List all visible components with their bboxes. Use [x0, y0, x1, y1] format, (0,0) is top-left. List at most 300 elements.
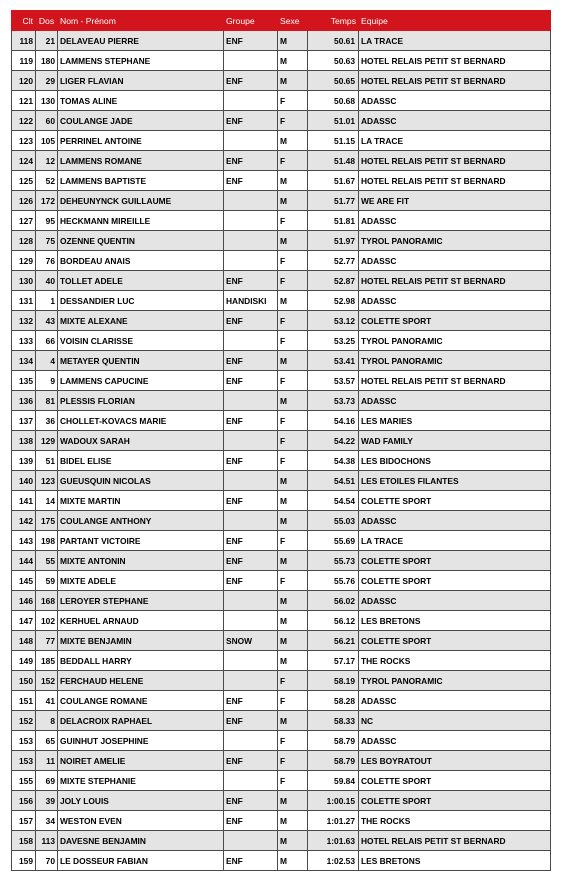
header-clt: Clt: [12, 11, 36, 31]
cell-equipe: COLETTE SPORT: [359, 311, 551, 331]
cell-dos: 65: [36, 731, 58, 751]
cell-dos: 12: [36, 151, 58, 171]
cell-nom: METAYER QUENTIN: [58, 351, 224, 371]
cell-dos: 172: [36, 191, 58, 211]
cell-temps: 53.25: [308, 331, 359, 351]
cell-clt: 128: [12, 231, 36, 251]
cell-temps: 53.12: [308, 311, 359, 331]
cell-sexe: M: [278, 851, 308, 871]
cell-nom: NOIRET AMELIE: [58, 751, 224, 771]
cell-sexe: F: [278, 451, 308, 471]
cell-dos: 14: [36, 491, 58, 511]
cell-temps: 54.38: [308, 451, 359, 471]
table-row: [12, 351, 551, 371]
cell-nom: BIDEL ELISE: [58, 451, 224, 471]
cell-equipe: THE ROCKS: [359, 811, 551, 831]
cell-equipe: HOTEL RELAIS PETIT ST BERNARD: [359, 171, 551, 191]
cell-dos: 21: [36, 31, 58, 51]
cell-nom: BORDEAU ANAIS: [58, 251, 224, 271]
results-table: [11, 10, 551, 871]
cell-equipe: ADASSC: [359, 511, 551, 531]
cell-clt: 153: [12, 731, 36, 751]
cell-clt: 155: [12, 771, 36, 791]
cell-groupe: SNOW: [224, 631, 278, 651]
cell-groupe: [224, 511, 278, 531]
cell-clt: 142: [12, 511, 36, 531]
table-row: [12, 811, 551, 831]
table-row: [12, 371, 551, 391]
table-row: [12, 631, 551, 651]
cell-nom: WESTON EVEN: [58, 811, 224, 831]
cell-equipe: ADASSC: [359, 251, 551, 271]
cell-clt: 121: [12, 91, 36, 111]
cell-clt: 157: [12, 811, 36, 831]
cell-sexe: F: [278, 671, 308, 691]
cell-sexe: F: [278, 751, 308, 771]
cell-groupe: [224, 91, 278, 111]
cell-sexe: M: [278, 631, 308, 651]
table-row: [12, 391, 551, 411]
cell-equipe: WE ARE FIT: [359, 191, 551, 211]
cell-temps: 58.79: [308, 751, 359, 771]
cell-equipe: HOTEL RELAIS PETIT ST BERNARD: [359, 51, 551, 71]
cell-groupe: [224, 211, 278, 231]
cell-groupe: [224, 671, 278, 691]
header-row: [12, 11, 551, 31]
cell-groupe: [224, 651, 278, 671]
cell-equipe: ADASSC: [359, 211, 551, 231]
cell-groupe: [224, 471, 278, 491]
cell-temps: 1:02.53: [308, 851, 359, 871]
cell-sexe: M: [278, 551, 308, 571]
cell-clt: 146: [12, 591, 36, 611]
cell-nom: PARTANT VICTOIRE: [58, 531, 224, 551]
table-row: [12, 111, 551, 131]
cell-sexe: F: [278, 251, 308, 271]
header-dos: Dos: [36, 11, 58, 31]
table-row: [12, 731, 551, 751]
header-temps: Temps: [308, 11, 359, 31]
table-row: [12, 791, 551, 811]
cell-nom: MIXTE STEPHANIE: [58, 771, 224, 791]
cell-sexe: F: [278, 331, 308, 351]
cell-clt: 148: [12, 631, 36, 651]
cell-sexe: M: [278, 831, 308, 851]
cell-clt: 144: [12, 551, 36, 571]
cell-nom: MIXTE MARTIN: [58, 491, 224, 511]
cell-sexe: F: [278, 91, 308, 111]
cell-dos: 34: [36, 811, 58, 831]
table-row: [12, 51, 551, 71]
cell-nom: DAVESNE BENJAMIN: [58, 831, 224, 851]
cell-equipe: LA TRACE: [359, 31, 551, 51]
cell-equipe: HOTEL RELAIS PETIT ST BERNARD: [359, 271, 551, 291]
cell-nom: OZENNE QUENTIN: [58, 231, 224, 251]
table-row: [12, 451, 551, 471]
cell-sexe: M: [278, 391, 308, 411]
cell-groupe: [224, 431, 278, 451]
cell-nom: COULANGE ANTHONY: [58, 511, 224, 531]
cell-nom: LAMMENS BAPTISTE: [58, 171, 224, 191]
table-row: [12, 751, 551, 771]
table-row: [12, 131, 551, 151]
cell-groupe: [224, 231, 278, 251]
cell-sexe: M: [278, 491, 308, 511]
cell-sexe: F: [278, 771, 308, 791]
cell-clt: 123: [12, 131, 36, 151]
cell-nom: FERCHAUD HELENE: [58, 671, 224, 691]
cell-groupe: HANDISKI: [224, 291, 278, 311]
cell-sexe: F: [278, 431, 308, 451]
cell-groupe: ENF: [224, 691, 278, 711]
cell-clt: 129: [12, 251, 36, 271]
table-row: [12, 591, 551, 611]
cell-equipe: ADASSC: [359, 691, 551, 711]
cell-sexe: M: [278, 31, 308, 51]
cell-dos: 55: [36, 551, 58, 571]
cell-dos: 102: [36, 611, 58, 631]
cell-nom: MIXTE ANTONIN: [58, 551, 224, 571]
cell-sexe: M: [278, 71, 308, 91]
cell-temps: 51.77: [308, 191, 359, 211]
results-body: [12, 31, 551, 871]
cell-temps: 56.12: [308, 611, 359, 631]
cell-dos: 29: [36, 71, 58, 91]
table-row: [12, 531, 551, 551]
cell-equipe: WAD FAMILY: [359, 431, 551, 451]
cell-dos: 9: [36, 371, 58, 391]
cell-nom: LAMMENS STEPHANE: [58, 51, 224, 71]
table-row: [12, 771, 551, 791]
cell-groupe: ENF: [224, 851, 278, 871]
cell-clt: 147: [12, 611, 36, 631]
cell-groupe: ENF: [224, 791, 278, 811]
cell-dos: 66: [36, 331, 58, 351]
cell-clt: 119: [12, 51, 36, 71]
cell-temps: 56.02: [308, 591, 359, 611]
cell-dos: 123: [36, 471, 58, 491]
cell-clt: 141: [12, 491, 36, 511]
cell-sexe: F: [278, 311, 308, 331]
cell-clt: 150: [12, 671, 36, 691]
cell-nom: TOMAS ALINE: [58, 91, 224, 111]
cell-sexe: M: [278, 811, 308, 831]
cell-groupe: ENF: [224, 311, 278, 331]
cell-temps: 52.98: [308, 291, 359, 311]
cell-sexe: F: [278, 111, 308, 131]
cell-clt: 152: [12, 711, 36, 731]
cell-temps: 53.41: [308, 351, 359, 371]
cell-nom: WADOUX SARAH: [58, 431, 224, 451]
table-row: [12, 151, 551, 171]
table-row: [12, 651, 551, 671]
cell-nom: COULANGE JADE: [58, 111, 224, 131]
cell-sexe: M: [278, 711, 308, 731]
cell-groupe: ENF: [224, 171, 278, 191]
cell-temps: 55.69: [308, 531, 359, 551]
cell-equipe: LES ETOILES FILANTES: [359, 471, 551, 491]
cell-clt: 125: [12, 171, 36, 191]
cell-sexe: F: [278, 371, 308, 391]
cell-temps: 51.81: [308, 211, 359, 231]
cell-clt: 120: [12, 71, 36, 91]
cell-clt: 149: [12, 651, 36, 671]
cell-nom: KERHUEL ARNAUD: [58, 611, 224, 631]
table-row: [12, 71, 551, 91]
cell-equipe: ADASSC: [359, 731, 551, 751]
cell-clt: 159: [12, 851, 36, 871]
table-row: [12, 31, 551, 51]
cell-sexe: M: [278, 171, 308, 191]
cell-groupe: ENF: [224, 491, 278, 511]
cell-dos: 69: [36, 771, 58, 791]
cell-equipe: HOTEL RELAIS PETIT ST BERNARD: [359, 71, 551, 91]
cell-nom: CHOLLET-KOVACS MARIE: [58, 411, 224, 431]
cell-sexe: F: [278, 691, 308, 711]
cell-sexe: F: [278, 411, 308, 431]
table-row: [12, 211, 551, 231]
cell-groupe: ENF: [224, 531, 278, 551]
cell-groupe: ENF: [224, 451, 278, 471]
cell-groupe: ENF: [224, 551, 278, 571]
cell-nom: GUINHUT JOSEPHINE: [58, 731, 224, 751]
cell-equipe: HOTEL RELAIS PETIT ST BERNARD: [359, 831, 551, 851]
cell-temps: 54.54: [308, 491, 359, 511]
cell-clt: 124: [12, 151, 36, 171]
cell-equipe: LA TRACE: [359, 531, 551, 551]
cell-temps: 58.33: [308, 711, 359, 731]
cell-equipe: HOTEL RELAIS PETIT ST BERNARD: [359, 151, 551, 171]
cell-nom: LE DOSSEUR FABIAN: [58, 851, 224, 871]
cell-clt: 122: [12, 111, 36, 131]
table-row: [12, 551, 551, 571]
cell-groupe: ENF: [224, 571, 278, 591]
cell-temps: 57.17: [308, 651, 359, 671]
table-row: [12, 711, 551, 731]
cell-groupe: ENF: [224, 351, 278, 371]
cell-sexe: F: [278, 571, 308, 591]
cell-equipe: COLETTE SPORT: [359, 491, 551, 511]
table-row: [12, 611, 551, 631]
table-row: [12, 411, 551, 431]
table-row: [12, 691, 551, 711]
cell-groupe: ENF: [224, 151, 278, 171]
cell-dos: 1: [36, 291, 58, 311]
cell-clt: 158: [12, 831, 36, 851]
cell-dos: 76: [36, 251, 58, 271]
cell-nom: MIXTE ALEXANE: [58, 311, 224, 331]
cell-dos: 77: [36, 631, 58, 651]
cell-groupe: ENF: [224, 71, 278, 91]
table-row: [12, 431, 551, 451]
cell-dos: 130: [36, 91, 58, 111]
cell-clt: 132: [12, 311, 36, 331]
cell-nom: JOLY LOUIS: [58, 791, 224, 811]
cell-groupe: [224, 251, 278, 271]
cell-temps: 58.19: [308, 671, 359, 691]
cell-clt: 139: [12, 451, 36, 471]
cell-dos: 8: [36, 711, 58, 731]
cell-temps: 59.84: [308, 771, 359, 791]
cell-nom: LAMMENS CAPUCINE: [58, 371, 224, 391]
cell-nom: MIXTE ADELE: [58, 571, 224, 591]
cell-equipe: LES MARIES: [359, 411, 551, 431]
table-row: [12, 491, 551, 511]
cell-groupe: [224, 331, 278, 351]
cell-groupe: [224, 131, 278, 151]
cell-dos: 180: [36, 51, 58, 71]
cell-groupe: [224, 51, 278, 71]
cell-groupe: ENF: [224, 31, 278, 51]
cell-clt: 134: [12, 351, 36, 371]
cell-clt: 135: [12, 371, 36, 391]
cell-equipe: LES BOYRATOUT: [359, 751, 551, 771]
cell-temps: 53.73: [308, 391, 359, 411]
cell-sexe: F: [278, 211, 308, 231]
cell-nom: BEDDALL HARRY: [58, 651, 224, 671]
cell-dos: 75: [36, 231, 58, 251]
cell-equipe: LES BIDOCHONS: [359, 451, 551, 471]
cell-nom: PERRINEL ANTOINE: [58, 131, 224, 151]
table-row: [12, 331, 551, 351]
cell-dos: 51: [36, 451, 58, 471]
cell-equipe: COLETTE SPORT: [359, 551, 551, 571]
cell-temps: 1:00.15: [308, 791, 359, 811]
cell-temps: 54.51: [308, 471, 359, 491]
cell-equipe: COLETTE SPORT: [359, 771, 551, 791]
cell-sexe: M: [278, 51, 308, 71]
cell-nom: DELACROIX RAPHAEL: [58, 711, 224, 731]
table-row: [12, 471, 551, 491]
cell-temps: 52.87: [308, 271, 359, 291]
cell-dos: 175: [36, 511, 58, 531]
cell-temps: 55.76: [308, 571, 359, 591]
cell-temps: 55.73: [308, 551, 359, 571]
cell-equipe: COLETTE SPORT: [359, 631, 551, 651]
cell-nom: LIGER FLAVIAN: [58, 71, 224, 91]
cell-equipe: LES BRETONS: [359, 611, 551, 631]
cell-nom: PLESSIS FLORIAN: [58, 391, 224, 411]
cell-equipe: TYROL PANORAMIC: [359, 671, 551, 691]
cell-clt: 137: [12, 411, 36, 431]
cell-clt: 153: [12, 751, 36, 771]
table-row: [12, 191, 551, 211]
cell-nom: TOLLET ADELE: [58, 271, 224, 291]
cell-nom: GUEUSQUIN NICOLAS: [58, 471, 224, 491]
cell-dos: 59: [36, 571, 58, 591]
cell-dos: 81: [36, 391, 58, 411]
cell-nom: COULANGE ROMANE: [58, 691, 224, 711]
cell-equipe: ADASSC: [359, 391, 551, 411]
cell-dos: 4: [36, 351, 58, 371]
cell-dos: 60: [36, 111, 58, 131]
cell-groupe: ENF: [224, 271, 278, 291]
cell-dos: 168: [36, 591, 58, 611]
cell-temps: 53.57: [308, 371, 359, 391]
cell-groupe: ENF: [224, 711, 278, 731]
cell-groupe: [224, 591, 278, 611]
cell-groupe: ENF: [224, 751, 278, 771]
cell-groupe: [224, 771, 278, 791]
cell-clt: 133: [12, 331, 36, 351]
cell-clt: 127: [12, 211, 36, 231]
cell-sexe: F: [278, 271, 308, 291]
cell-sexe: M: [278, 351, 308, 371]
cell-dos: 129: [36, 431, 58, 451]
cell-equipe: TYROL PANORAMIC: [359, 351, 551, 371]
header-equipe: Equipe: [359, 11, 551, 31]
cell-equipe: LES BRETONS: [359, 851, 551, 871]
cell-dos: 43: [36, 311, 58, 331]
cell-groupe: [224, 611, 278, 631]
cell-equipe: NC: [359, 711, 551, 731]
cell-nom: MIXTE BENJAMIN: [58, 631, 224, 651]
cell-dos: 198: [36, 531, 58, 551]
cell-dos: 40: [36, 271, 58, 291]
cell-equipe: ADASSC: [359, 91, 551, 111]
cell-nom: LEROYER STEPHANE: [58, 591, 224, 611]
table-row: [12, 171, 551, 191]
cell-groupe: [224, 191, 278, 211]
cell-equipe: ADASSC: [359, 591, 551, 611]
cell-clt: 151: [12, 691, 36, 711]
cell-dos: 152: [36, 671, 58, 691]
table-row: [12, 251, 551, 271]
cell-temps: 55.03: [308, 511, 359, 531]
cell-sexe: F: [278, 731, 308, 751]
cell-equipe: COLETTE SPORT: [359, 791, 551, 811]
cell-sexe: M: [278, 191, 308, 211]
cell-nom: DELAVEAU PIERRE: [58, 31, 224, 51]
cell-equipe: ADASSC: [359, 291, 551, 311]
table-row: [12, 91, 551, 111]
cell-temps: 56.21: [308, 631, 359, 651]
cell-equipe: LA TRACE: [359, 131, 551, 151]
cell-clt: 145: [12, 571, 36, 591]
cell-sexe: M: [278, 611, 308, 631]
cell-sexe: F: [278, 151, 308, 171]
table-row: [12, 231, 551, 251]
table-row: [12, 311, 551, 331]
cell-sexe: M: [278, 231, 308, 251]
cell-groupe: ENF: [224, 371, 278, 391]
cell-temps: 51.97: [308, 231, 359, 251]
cell-dos: 113: [36, 831, 58, 851]
cell-equipe: TYROL PANORAMIC: [359, 231, 551, 251]
table-row: [12, 271, 551, 291]
cell-sexe: M: [278, 791, 308, 811]
table-row: [12, 511, 551, 531]
cell-equipe: ADASSC: [359, 111, 551, 131]
cell-temps: 51.67: [308, 171, 359, 191]
cell-dos: 95: [36, 211, 58, 231]
cell-groupe: ENF: [224, 111, 278, 131]
cell-sexe: M: [278, 591, 308, 611]
cell-sexe: F: [278, 531, 308, 551]
header-nom: Nom - Prénom: [58, 11, 224, 31]
cell-temps: 50.63: [308, 51, 359, 71]
cell-temps: 58.79: [308, 731, 359, 751]
cell-temps: 50.65: [308, 71, 359, 91]
cell-temps: 54.16: [308, 411, 359, 431]
table-row: [12, 571, 551, 591]
cell-clt: 126: [12, 191, 36, 211]
cell-dos: 70: [36, 851, 58, 871]
cell-dos: 185: [36, 651, 58, 671]
cell-groupe: [224, 731, 278, 751]
cell-sexe: M: [278, 131, 308, 151]
table-row: [12, 291, 551, 311]
